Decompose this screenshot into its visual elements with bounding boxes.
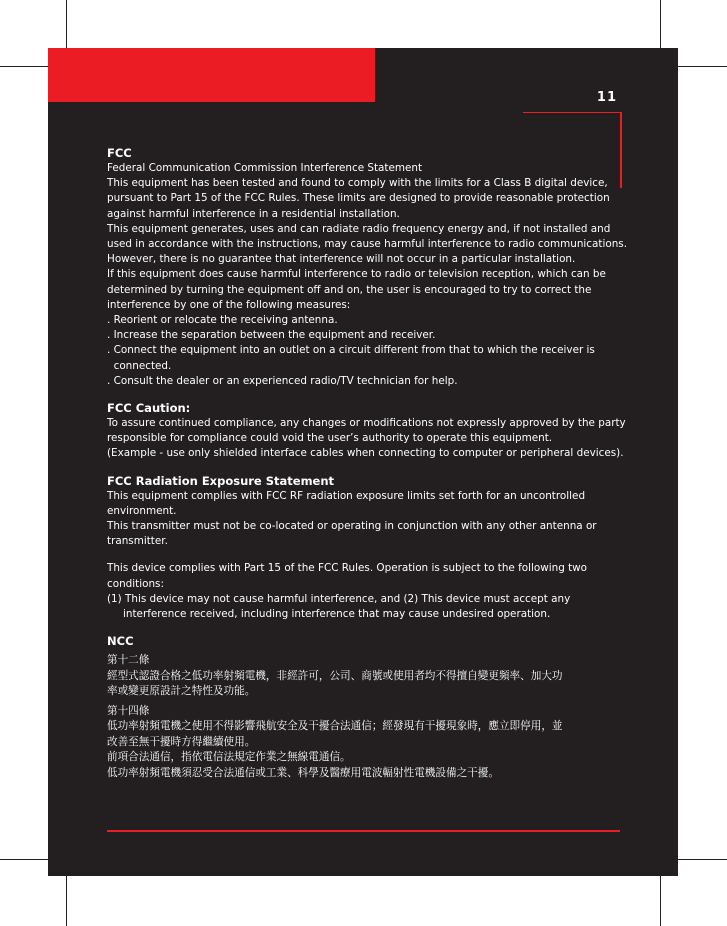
crop-mark (660, 0, 661, 50)
header-red-band (48, 48, 375, 102)
part15-line: (1) This device may not cause harmful interference, and (2) This device must accept any (107, 592, 571, 605)
fcc-measure: . Reorient or relocate the receiving antenna. (107, 314, 338, 327)
radiation-line: transmitter. (107, 535, 168, 548)
ncc-article-14-line: 低功率射頻電機須忍受合法通信或工業、科學及醫療用電波輻射性電機設備之干擾。 (107, 766, 499, 779)
ncc-article-14-title: 第十四條 (107, 704, 150, 717)
page-number: 11 (596, 90, 617, 105)
fcc-line: Federal Communication Commission Interference Statement (107, 162, 423, 174)
spacer (107, 462, 627, 474)
compliance-text (107, 146, 627, 781)
radiation-line: This equipment complies with FCC RF radiation exposure limits set forth for an uncontrolled (107, 489, 586, 502)
fcc-line: If this equipment does cause harmful interference to radio or television reception, which can be (107, 268, 606, 281)
crop-mark (0, 859, 50, 860)
part15-line: conditions: (107, 577, 164, 590)
crop-mark (660, 876, 661, 926)
ncc-article-12-line: 率或變更原設計之特性及功能。 (107, 685, 256, 698)
spacer (107, 389, 627, 401)
page-sheet (48, 48, 678, 876)
caution-line: To assure continued compliance, any changes or modifications not expressly approved by the party (107, 417, 626, 430)
spacer (107, 549, 627, 561)
crop-mark (66, 876, 67, 926)
caution-line: responsible for compliance could void the user’s authority to operate this equipment. (107, 432, 553, 445)
red-rule-bottom (107, 830, 620, 832)
fcc-heading: FCC (107, 146, 132, 160)
fcc-measure: . Consult the dealer or an experienced radio/TV technician for help. (107, 374, 458, 387)
radiation-heading: FCC Radiation Exposure Statement (107, 473, 335, 488)
fcc-measure: . Connect the equipment into an outlet on a circuit different from that to which the receiver is (107, 344, 595, 357)
crop-mark (677, 66, 727, 67)
crop-mark (66, 0, 67, 50)
fcc-line: used in accordance with the instructions, may cause harmful interference to radio communications. (107, 238, 628, 251)
fcc-line: This equipment has been tested and found to comply with the limits for a Class B digital device, (107, 177, 608, 190)
fcc-measure: connected. (107, 359, 172, 372)
ncc-article-14-line: 低功率射頻電機之使用不得影響飛航安全及干擾合法通信；經發現有干擾現象時，應立即停用，並 (107, 720, 563, 733)
ncc-article-12-line: 經型式認證合格之低功率射頻電機，非經許可，公司、商號或使用者均不得擅自變更頻率、加大功 (107, 669, 563, 682)
caution-heading: FCC Caution: (107, 401, 191, 416)
fcc-measure: . Increase the separation between the equipment and receiver. (107, 329, 436, 342)
radiation-line: environment. (107, 504, 177, 517)
part15-indented-line: interference received, including interference that may cause undesired operation. (123, 608, 551, 621)
caution-line: (Example - use only shielded interface cables when connecting to computer or peripheral devices). (107, 447, 624, 460)
fcc-line: determined by turning the equipment off and on, the user is encouraged to try to correct the (107, 283, 592, 296)
ncc-heading: NCC (107, 634, 134, 649)
spacer (107, 622, 627, 634)
fcc-line: interference by one of the following measures: (107, 298, 351, 311)
radiation-line: This transmitter must not be co-located or operating in conjunction with any other antenna or (107, 520, 597, 533)
fcc-line: pursuant to Part 15 of the FCC Rules. These limits are designed to provide reasonable protection (107, 192, 610, 205)
ncc-article-12-title: 第十二條 (107, 654, 150, 667)
fcc-line: This equipment generates, uses and can radiate radio frequency energy and, if not installed and (107, 222, 611, 235)
ncc-article-14-line: 改善至無干擾時方得繼續使用。 (107, 735, 256, 748)
crop-mark (677, 859, 727, 860)
ncc-article-14-line: 前項合法通信，指依電信法規定作業之無線電通信。 (107, 751, 351, 764)
fcc-line: However, there is no guarantee that interference will not occur in a particular installation. (107, 253, 576, 266)
fcc-line: against harmful interference in a residential installation. (107, 207, 400, 220)
red-rule-top (523, 112, 622, 113)
crop-mark (0, 66, 50, 67)
part15-line: This device complies with Part 15 of the FCC Rules. Operation is subject to the following two (107, 562, 588, 575)
